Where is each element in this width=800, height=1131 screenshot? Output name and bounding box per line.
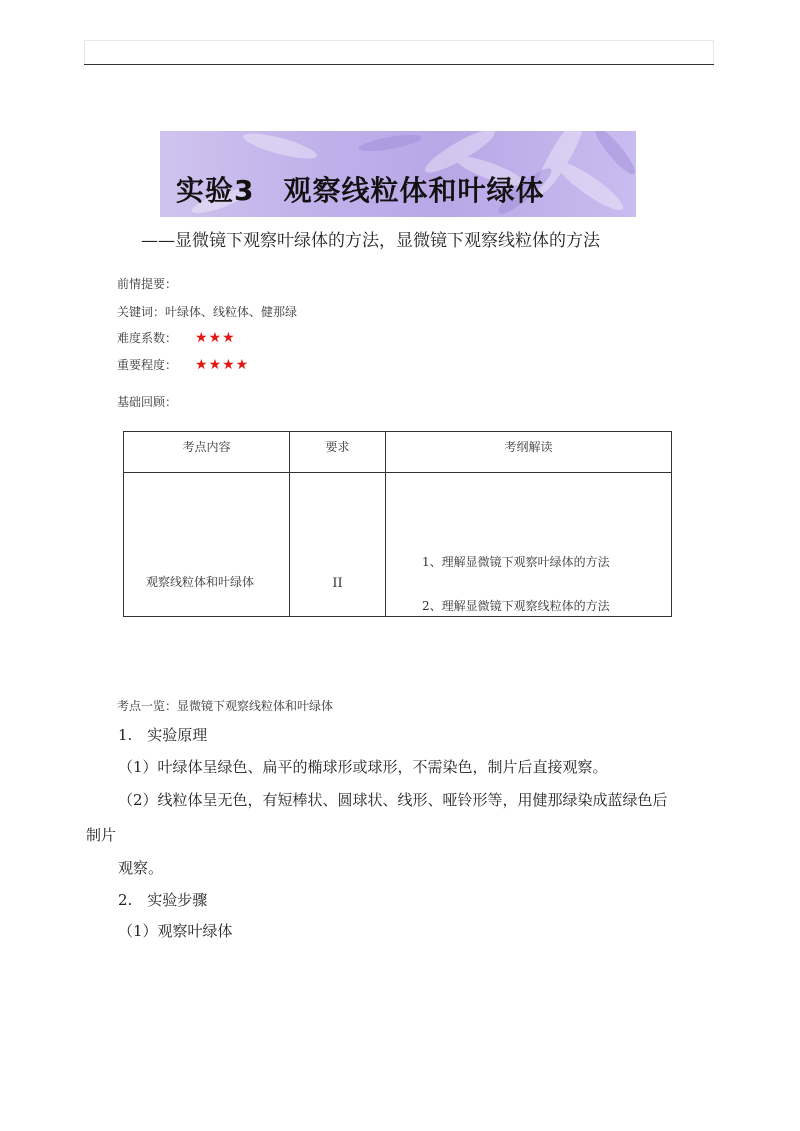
title-banner [160,131,636,217]
difficulty-row [117,329,236,346]
requirement-text: II [332,576,343,591]
page-header-box [84,40,714,65]
importance-row [117,356,249,373]
table-cell-interpretation [386,473,672,617]
importance-stars: ★★★★ [195,357,250,373]
keywords: 关键词：叶绿体、线粒体、健那绿 [117,305,298,319]
table-header-row [124,432,672,473]
overview-label: 考点一览：显微镜下观察线粒体和叶绿体 [117,699,334,713]
difficulty-stars: ★★★ [195,330,236,346]
table-row [124,473,672,617]
review-table [123,431,672,617]
table-cell-topic [124,473,290,617]
paragraph-observe-chloroplast: （1）观察叶绿体 [118,922,233,940]
table-header-requirement: 要求 [290,432,386,473]
paragraph-mitochondria: （2）线粒体呈无色，有短棒状、圆球状、线形、哑铃形等，用健那绿染成蓝绿色后 [118,791,668,809]
table-header-topic: 考点内容 [124,432,290,473]
paragraph-mitochondria-end: 观察。 [118,859,164,877]
difficulty-label: 难度系数： [117,331,178,345]
interpretation-item-1: 1、理解显微镜下观察叶绿体的方法 [422,555,610,569]
page-header-rule [84,64,714,65]
importance-label: 重要程度： [117,358,178,372]
preface-label: 前情提要： [117,277,178,291]
paragraph-mitochondria-cont: 制片 [86,826,117,844]
topic-text: 观察线粒体和叶绿体 [146,575,255,589]
table-cell-requirement [290,473,386,617]
experiment-subtitle: ——显微镜下观察叶绿体的方法，显微镜下观察线粒体的方法 [141,231,600,251]
interpretation-item-2: 2、理解显微镜下观察线粒体的方法 [422,599,610,613]
section-heading-principle: 1. 实验原理 [118,726,208,744]
basics-label: 基础回顾： [117,395,178,409]
paragraph-chloroplast: （1）叶绿体呈绿色、扁平的椭球形或球形，不需染色，制片后直接观察。 [118,758,608,776]
table-header-interpretation: 考纲解读 [386,432,672,473]
section-heading-steps: 2. 实验步骤 [118,891,208,909]
experiment-title: 实验3 观察线粒体和叶绿体 [176,174,545,207]
